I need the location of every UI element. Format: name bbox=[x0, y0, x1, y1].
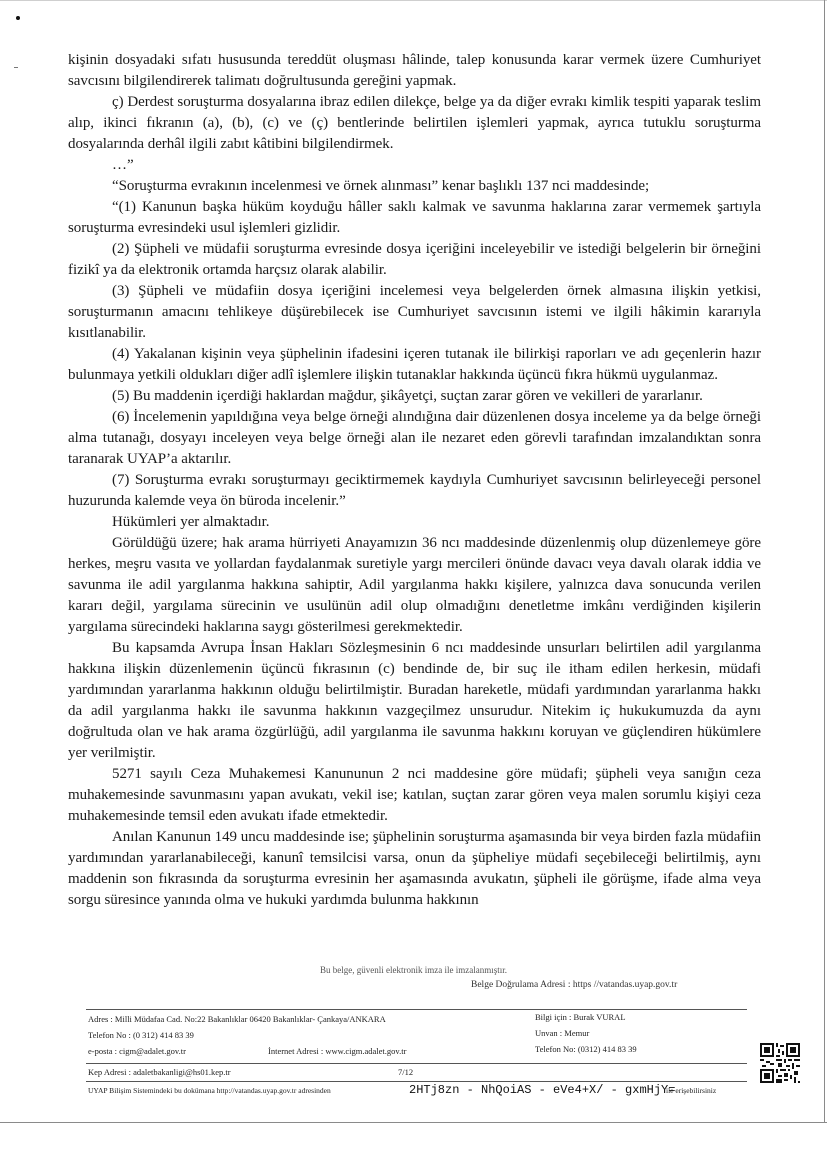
body-paragraph: Bu kapsamda Avrupa İnsan Hakları Sözleşmesinin 6 ncı maddesinde unsurları belirtilen adil yargılanma hakkına ilişkin düzenlemenin üçüncü fıkrasının (c) bendinde de, bir suç ile itham edilen herkesin, müdafi yardımından yararlanma hakkının olduğu belirtilmiştir. Buradan hareketle, müdafi yardımından yararlanma hakkı da adil yargılanma hakkı ile savunma hakkının vazgeçilmez unsurudur. Nitekim iç hukukumuzda da aynı doğrultuda olan ve hak arama özgürlüğü, adil yargılanma ile savunma hakkını koruyan ve güçlendiren hükümlere yer verilmiştir. bbox=[68, 640, 761, 761]
body-paragraph: kişinin dosyadaki sıfatı hususunda tereddüt oluşması hâlinde, talep konusunda karar vermek üzere Cumhuriyet savcısını bilgilendirerek talimatı doğrultusunda gereğini yapmak. bbox=[68, 52, 761, 89]
footer-info-title: Unvan : Memur bbox=[535, 1028, 590, 1038]
letterhead-footer bbox=[86, 1009, 747, 1103]
body-paragraph: Anılan Kanunun 149 uncu maddesinde ise; şüphelinin soruşturma aşamasında bir veya birden fazla müdafiin yardımından yararlanabileceği, kanunî temsilcisi varsa, onun da şüpheliye müdafi seçebileceği belirtilmiş, aynı maddenin son fıkrasında da soruşturma evresinin her aşamasında avukatın, şüpheli ile görüşme, ifade alma veya sorgu süresince yanında olma ve hukuki yardımda bulunma hakkının bbox=[68, 829, 761, 908]
footer-email: e-posta : cigm@adalet.gov.tr bbox=[88, 1046, 186, 1056]
footer-info-name: Bilgi için : Burak VURAL bbox=[535, 1012, 626, 1022]
qr-code-icon bbox=[760, 1043, 800, 1083]
footer-verification-code: 2HTj8zn - NhQoiAS - eVe4+X/ - gxmHjY= bbox=[409, 1083, 676, 1097]
verification-address: Belge Doğrulama Adresi : https //vatandas.uyap.gov.tr bbox=[471, 980, 678, 990]
footer-info-phone: Telefon No: (0312) 414 83 39 bbox=[535, 1044, 637, 1054]
footer-uyap-note: UYAP Bilişim Sistemindeki bu dokümana http://vatandas.uyap.gov.tr adresinden bbox=[88, 1086, 331, 1095]
body-paragraph: Görüldüğü üzere; hak arama hürriyeti Anayamızın 36 ncı maddesinde düzenlenmiş olup düzenlemeye göre herkes, meşru vasıta ve yollardan faydalanmak suretiyle yargı mercileri önünde davacı veya davalı olarak iddia ve savunma ile adil yargılanma hakkına sahiptir, Adil yargılanma hakkı kişilere, yalnızca dava sonucunda verilen kararı değil, yargılama sürecinin ve usulünün adil olup olmadığını denetletme imkânı verdiğinden kişilerin yargılama sürecindeki haklarına saygı gösterilmesi gerekmektedir. bbox=[68, 535, 761, 635]
footer-address: Adres : Milli Müdafaa Cad. No:22 Bakanlıklar 06420 Bakanlıklar- Çankaya/ANKARA bbox=[88, 1014, 386, 1024]
signature-note: Bu belge, güvenli elektronik imza ile imzalanmıştır. bbox=[320, 965, 507, 975]
document-body bbox=[68, 50, 761, 911]
body-paragraph: “(1) Kanunun başka hüküm koyduğu hâller saklı kalmak ve savunma haklarına zarar vermemek şartıyla soruşturma evresindeki usul işlemleri gizlidir. bbox=[68, 199, 761, 236]
footer-page-number: 7/12 bbox=[398, 1067, 414, 1077]
body-paragraph: Hükümleri yer almaktadır. bbox=[112, 514, 270, 530]
body-paragraph: (5) Bu maddenin içerdiği haklardan mağdur, şikâyetçi, suçtan zarar gören ve vekilleri de yararlanır. bbox=[112, 388, 703, 404]
footer-kep: Kep Adresi : adaletbakanligi@hs01.kep.tr bbox=[88, 1067, 231, 1077]
footer-access-note: ile erişebilirsiniz bbox=[666, 1086, 717, 1095]
body-paragraph: ç) Derdest soruşturma dosyalarına ibraz edilen dilekçe, belge ya da diğer evrakı kimlik tespiti yaparak teslim alıp, ikinci fıkranın (a), (b), (c) ve (ç) bentlerinde belirtilen işlemleri yapmak, ayrıca tutuklu soruşturma dosyalarında derhâl ilgili zabıt kâtibini bilgilendirmek. bbox=[68, 94, 761, 152]
margin-dash-mark bbox=[14, 67, 18, 68]
body-paragraph: …” bbox=[112, 157, 134, 173]
body-paragraph: (2) Şüpheli ve müdafii soruşturma evresinde dosya içeriğini inceleyebilir ve istediği belgelerin bir örneğini fizikî ya da elektronik ortamda harçsız olarak alabilir. bbox=[68, 241, 761, 278]
body-paragraph: (7) Soruşturma evrakı soruşturmayı geciktirmemek kaydıyla Cumhuriyet savcısının belirleyeceği personel huzurunda kalemde veya ön büroda incelenir.” bbox=[68, 472, 761, 509]
body-paragraph: (6) İncelemenin yapıldığına veya belge örneği alındığına dair düzenlenen dosya inceleme ya da belge örneği alma tutanağı, dosyayı inceleyen veya belge örneği alan ile nezaret eden görevli tarafından imzalandıktan sonra taranarak UYAP’a aktarılır. bbox=[68, 409, 761, 467]
footer-divider bbox=[86, 1081, 747, 1082]
page-edge-bottom bbox=[0, 1122, 827, 1123]
punch-dot-mark bbox=[16, 16, 20, 20]
footer-divider bbox=[86, 1063, 747, 1064]
body-paragraph: 5271 sayılı Ceza Muhakemesi Kanununun 2 nci maddesine göre müdafi; şüpheli veya sanığın ceza muhakemesinde savunmasını yapan avukatı, vekil ise; katılan, suçtan zarar gören veya malen sorumlu kişiyi ceza muhakemesinde temsil eden avukatı ifade etmektedir. bbox=[68, 766, 761, 824]
body-paragraph: (3) Şüpheli ve müdafiin dosya içeriğini incelemesi veya belgelerden örnek almasına ilişkin yetkisi, soruşturmanın amacını tehlikeye düşürebilecek ise Cumhuriyet savcısının istemi ve ilgili hâkimin kararıyla kısıtlanabilir. bbox=[68, 283, 761, 341]
footer-phone: Telefon No : (0 312) 414 83 39 bbox=[88, 1030, 194, 1040]
body-paragraph: (4) Yakalanan kişinin veya şüphelinin ifadesini içeren tutanak ile bilirkişi raporları ve adı geçenlerin hazır bulunmaya yetkili oldukları diğer adlî işlemlere ilişkin tutanaklar hakkında üçüncü fıkra hükmü uygulanmaz. bbox=[68, 346, 761, 383]
page-edge-right bbox=[824, 0, 825, 1122]
body-paragraph: “Soruşturma evrakının incelenmesi ve örnek alınması” kenar başlıklı 137 nci maddesinde; bbox=[112, 178, 650, 194]
page-edge-top bbox=[0, 0, 827, 1]
footer-website: İnternet Adresi : www.cigm.adalet.gov.tr bbox=[268, 1046, 407, 1056]
